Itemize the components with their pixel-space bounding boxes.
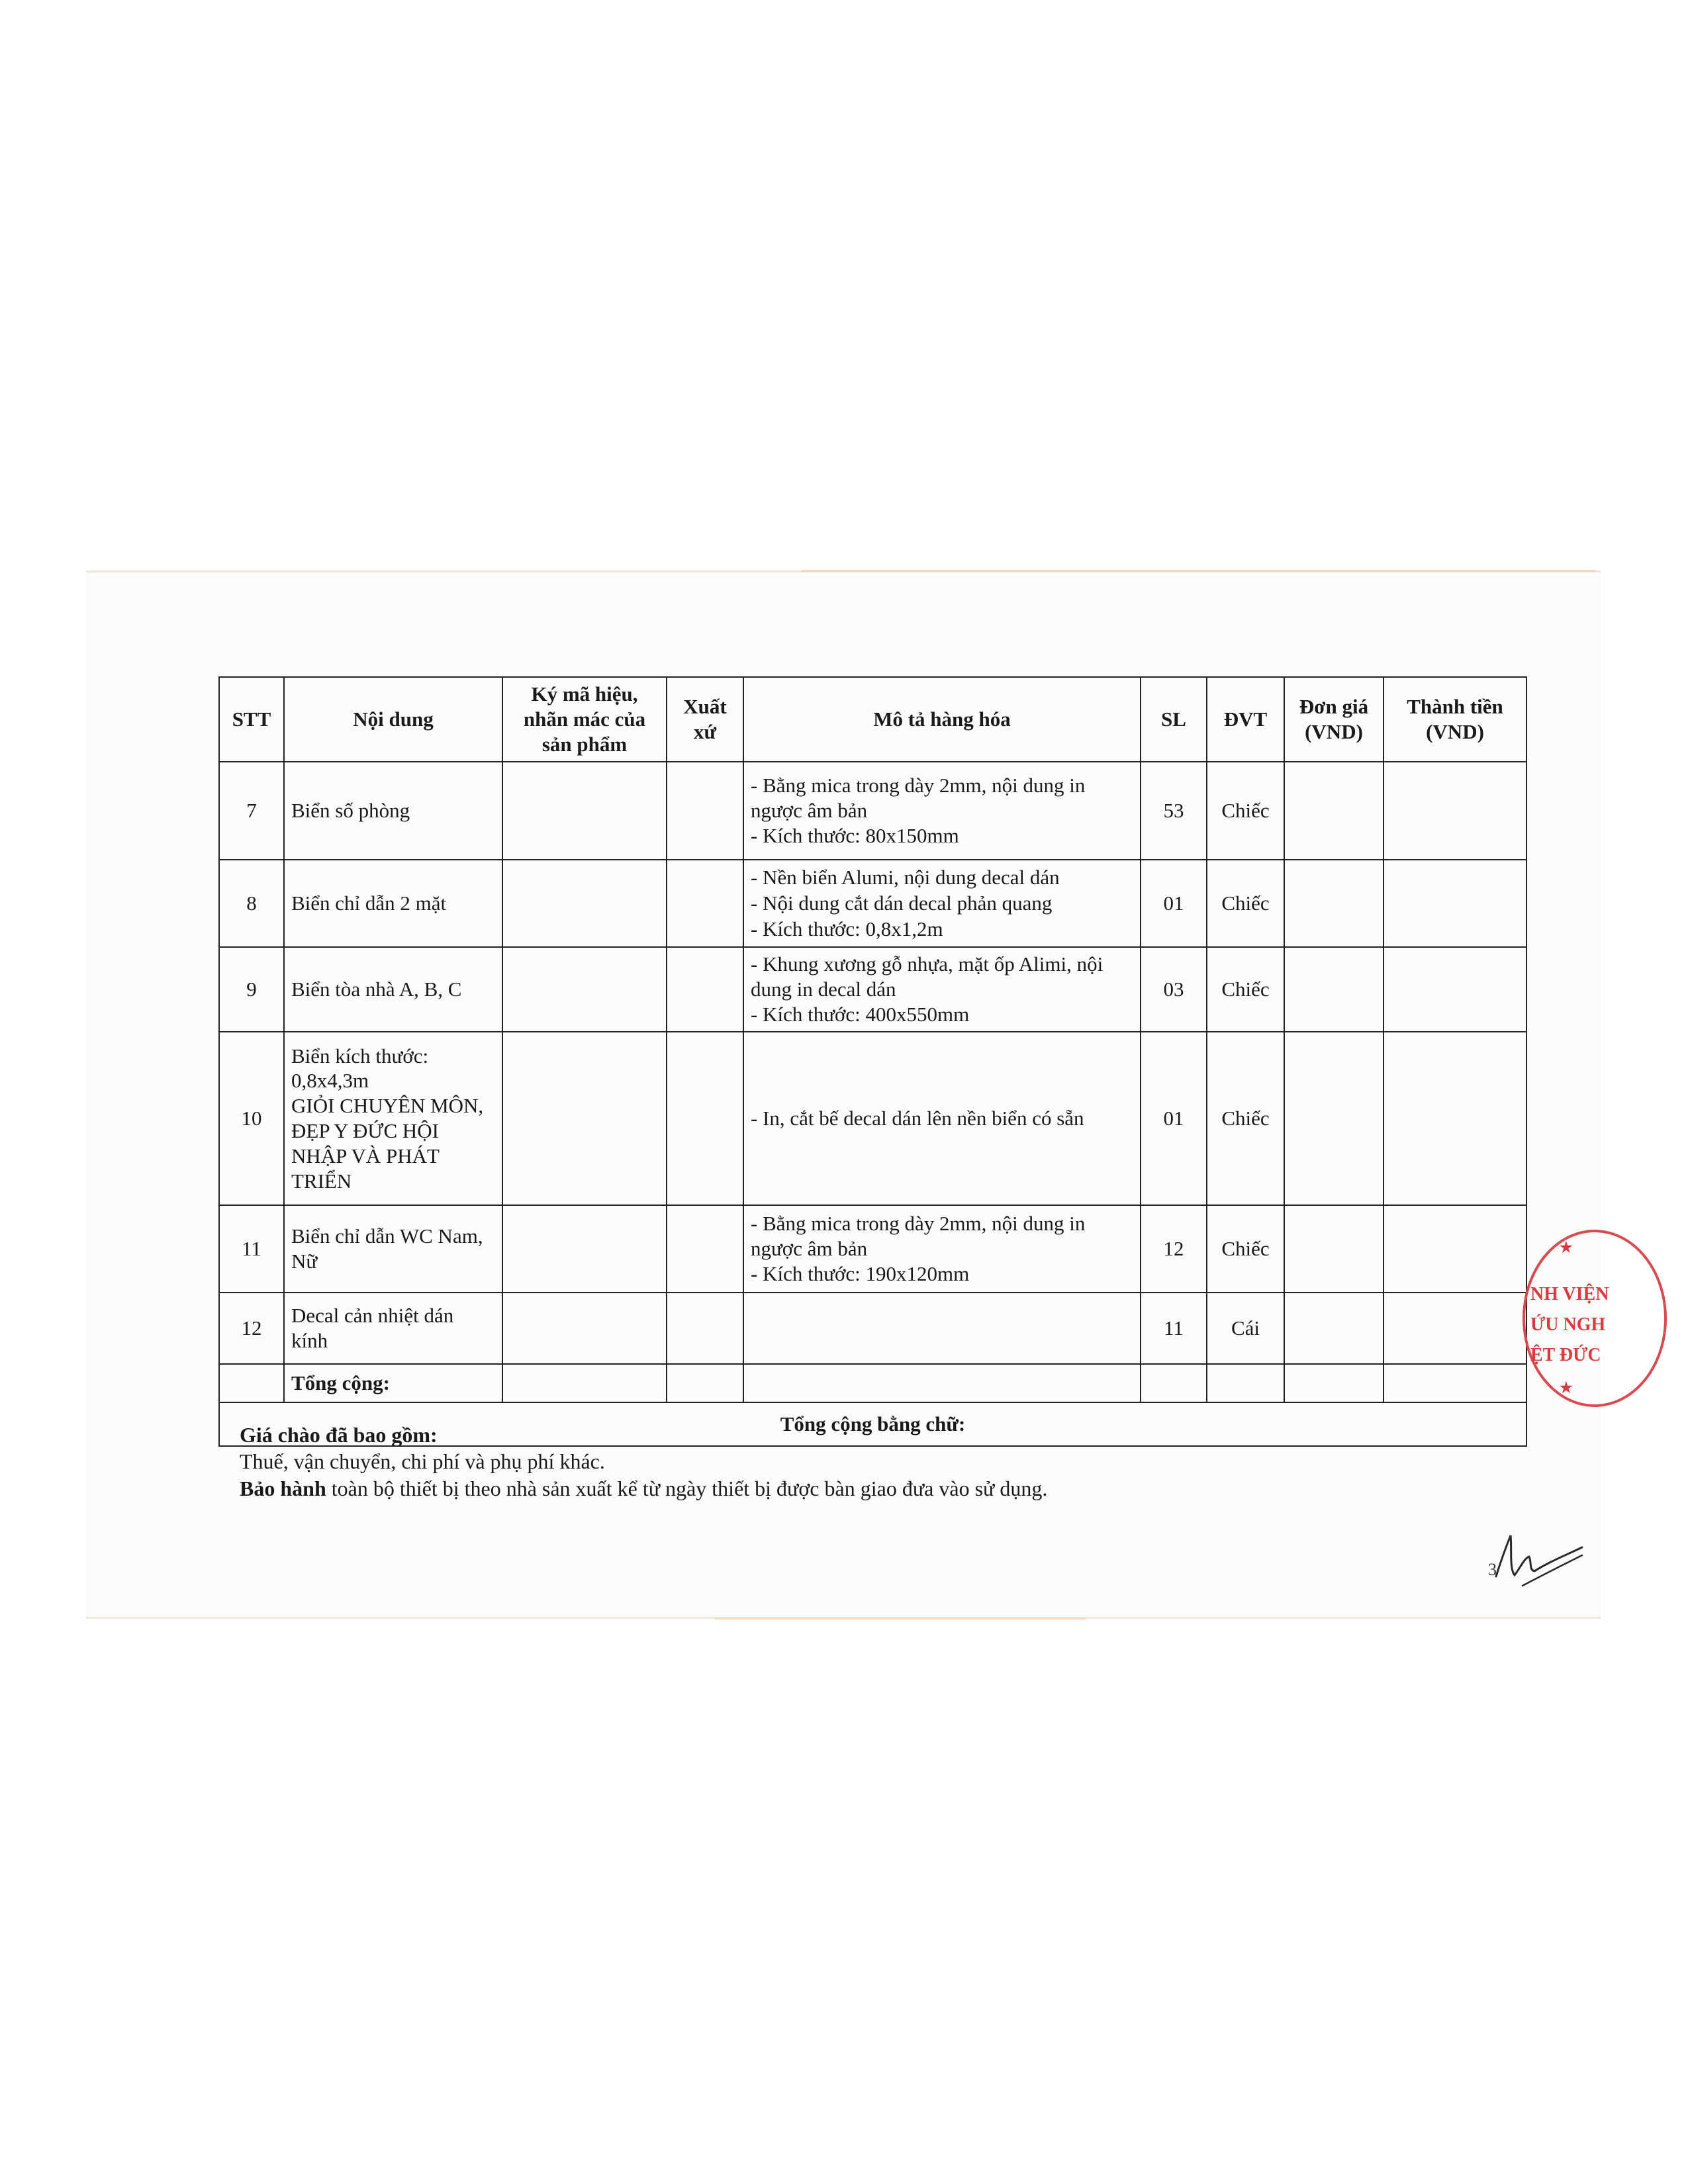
mo-ta-line: - Kích thước: 80x150mm — [751, 824, 959, 848]
cell-don-gia — [1284, 1032, 1383, 1205]
header-sl: SL — [1141, 677, 1207, 762]
cell-stt: 8 — [219, 860, 284, 947]
cell-mo-ta — [743, 762, 1141, 860]
seal-star-icon: ★ — [1560, 1239, 1573, 1255]
cell-ky-ma-hieu — [502, 947, 667, 1032]
cell-don-gia — [1284, 1205, 1383, 1293]
notes-section — [240, 1422, 1047, 1502]
cell-noi-dung — [284, 1293, 502, 1364]
cell-ky-ma-hieu — [502, 1032, 667, 1205]
cell-ky-ma-hieu — [502, 762, 667, 860]
table-body — [219, 762, 1526, 1364]
cell-noi-dung — [284, 762, 502, 860]
cell-don-gia — [1284, 1293, 1383, 1364]
header-don-gia: Đơn giá (VND) — [1284, 677, 1383, 762]
cell-xuat-xu — [667, 1032, 743, 1205]
mo-ta-line: - Bằng mica trong dày 2mm, nội dung in ngược âm bản — [751, 773, 1086, 822]
cell-mo-ta — [743, 1293, 1141, 1364]
cell-mo-ta — [743, 947, 1141, 1032]
header-mo-ta: Mô tả hàng hóa — [743, 677, 1141, 762]
total-words-label: Tổng cộng bằng chữ: — [219, 1402, 1526, 1446]
cell-thanh-tien — [1383, 1293, 1526, 1364]
mo-ta-line: - Nội dung cắt dán decal phản quang — [751, 891, 1053, 915]
cell-xuat-xu — [667, 1293, 743, 1364]
cell-mo-ta — [743, 1032, 1141, 1205]
cell-ky-ma-hieu — [502, 1205, 667, 1293]
scan-edge-top — [801, 570, 1595, 572]
cell-xuat-xu — [667, 947, 743, 1032]
cell-thanh-tien — [1383, 947, 1526, 1032]
noi-dung-line: Biển kích thước: 0,8x4,3m — [291, 1044, 429, 1093]
header-dvt: ĐVT — [1207, 677, 1284, 762]
cell-sl: 01 — [1141, 860, 1207, 947]
cell-stt: 12 — [219, 1293, 284, 1364]
mo-ta-line: - Kích thước: 400x550mm — [751, 1003, 970, 1026]
cell-stt: 11 — [219, 1205, 284, 1293]
total-row — [219, 1364, 1526, 1402]
cell-sl: 53 — [1141, 762, 1207, 860]
noi-dung-line: Biển chỉ dẫn 2 mặt — [291, 891, 447, 915]
table-header-row — [219, 677, 1526, 762]
cell-dvt: Cái — [1207, 1293, 1284, 1364]
cell-dvt: Chiếc — [1207, 860, 1284, 947]
mo-ta-line: - Nền biển Alumi, nội dung decal dán — [751, 866, 1060, 889]
mo-ta-line: - Khung xương gỗ nhựa, mặt ốp Alimi, nội dung in decal dán — [751, 952, 1103, 1001]
seal-line: ỆT ĐỨC — [1530, 1345, 1601, 1365]
cell-sl: 01 — [1141, 1032, 1207, 1205]
noi-dung-line: Decal cản nhiệt dán kính — [291, 1304, 454, 1352]
noi-dung-line: Biển tòa nhà A, B, C — [291, 978, 462, 1001]
cell-don-gia — [1284, 947, 1383, 1032]
cell-stt: 10 — [219, 1032, 284, 1205]
cell-dvt: Chiếc — [1207, 947, 1284, 1032]
cell-thanh-tien — [1383, 1032, 1526, 1205]
header-noi-dung: Nội dung — [284, 677, 502, 762]
cell-thanh-tien — [1383, 1205, 1526, 1293]
table-row — [219, 1293, 1526, 1364]
cell-stt: 7 — [219, 762, 284, 860]
mo-ta-line: - Kích thước: 190x120mm — [751, 1262, 970, 1286]
red-seal-stamp — [1523, 1230, 1667, 1407]
header-thanh-tien: Thành tiền (VND) — [1383, 677, 1526, 762]
cell-mo-ta — [743, 860, 1141, 947]
mo-ta-line: - In, cắt bế decal dán lên nền biển có sẵn — [751, 1107, 1084, 1130]
included-text: Thuế, vận chuyển, chi phí và phụ phí khác. — [240, 1449, 605, 1474]
cell-ky-ma-hieu — [502, 860, 667, 947]
noi-dung-line: GIỎI CHUYÊN MÔN, ĐẸP Y ĐỨC HỘI NHẬP VÀ PHÁT TRIỂN — [291, 1094, 484, 1193]
cell-thanh-tien — [1383, 860, 1526, 947]
table-row — [219, 860, 1526, 947]
cell-dvt: Chiếc — [1207, 1205, 1284, 1293]
header-ky-ma-hieu: Ký mã hiệu, nhãn mác của sản phẩm — [502, 677, 667, 762]
header-stt: STT — [219, 677, 284, 762]
table-row — [219, 762, 1526, 860]
cell-don-gia — [1284, 762, 1383, 860]
seal-star-icon: ★ — [1560, 1379, 1573, 1396]
header-xuat-xu: Xuất xứ — [667, 677, 743, 762]
cell-noi-dung — [284, 947, 502, 1032]
table-row — [219, 947, 1526, 1032]
warranty-text: toàn bộ thiết bị theo nhà sản xuất kể từ ngày thiết bị được bàn giao đưa vào sử dụng. — [326, 1476, 1048, 1500]
mo-ta-line: - Bằng mica trong dày 2mm, nội dung in ngược âm bản — [751, 1211, 1086, 1260]
table-row — [219, 1205, 1526, 1293]
cell-don-gia — [1284, 860, 1383, 947]
total-label: Tổng cộng: — [284, 1364, 502, 1402]
noi-dung-line: Biển chỉ dẫn WC Nam, Nữ — [291, 1224, 483, 1273]
scan-edge-bottom — [715, 1617, 1086, 1619]
cell-sl: 03 — [1141, 947, 1207, 1032]
noi-dung-line: Biển số phòng — [291, 799, 410, 823]
cell-sl: 12 — [1141, 1205, 1207, 1293]
included-title: Giá chào đã bao gồm: — [240, 1423, 438, 1447]
cell-ky-ma-hieu — [502, 1293, 667, 1364]
cell-noi-dung — [284, 1032, 502, 1205]
cell-sl: 11 — [1141, 1293, 1207, 1364]
cell-mo-ta — [743, 1205, 1141, 1293]
cell-dvt: Chiếc — [1207, 762, 1284, 860]
cell-noi-dung — [284, 860, 502, 947]
cell-dvt: Chiếc — [1207, 1032, 1284, 1205]
cell-xuat-xu — [667, 860, 743, 947]
table-row — [219, 1032, 1526, 1205]
quotation-table — [218, 676, 1527, 1447]
cell-stt: 9 — [219, 947, 284, 1032]
mo-ta-line: - Kích thước: 0,8x1,2m — [751, 917, 943, 940]
cell-xuat-xu — [667, 1205, 743, 1293]
cell-thanh-tien — [1383, 762, 1526, 860]
cell-xuat-xu — [667, 762, 743, 860]
warranty-label: Bảo hành — [240, 1476, 326, 1500]
seal-line: NH VIỆN — [1530, 1284, 1609, 1304]
cell-noi-dung — [284, 1205, 502, 1293]
seal-line: ỨU NGH — [1530, 1314, 1606, 1335]
signature-mark: 3 — [1488, 1560, 1497, 1579]
signature-icon — [1483, 1529, 1589, 1588]
